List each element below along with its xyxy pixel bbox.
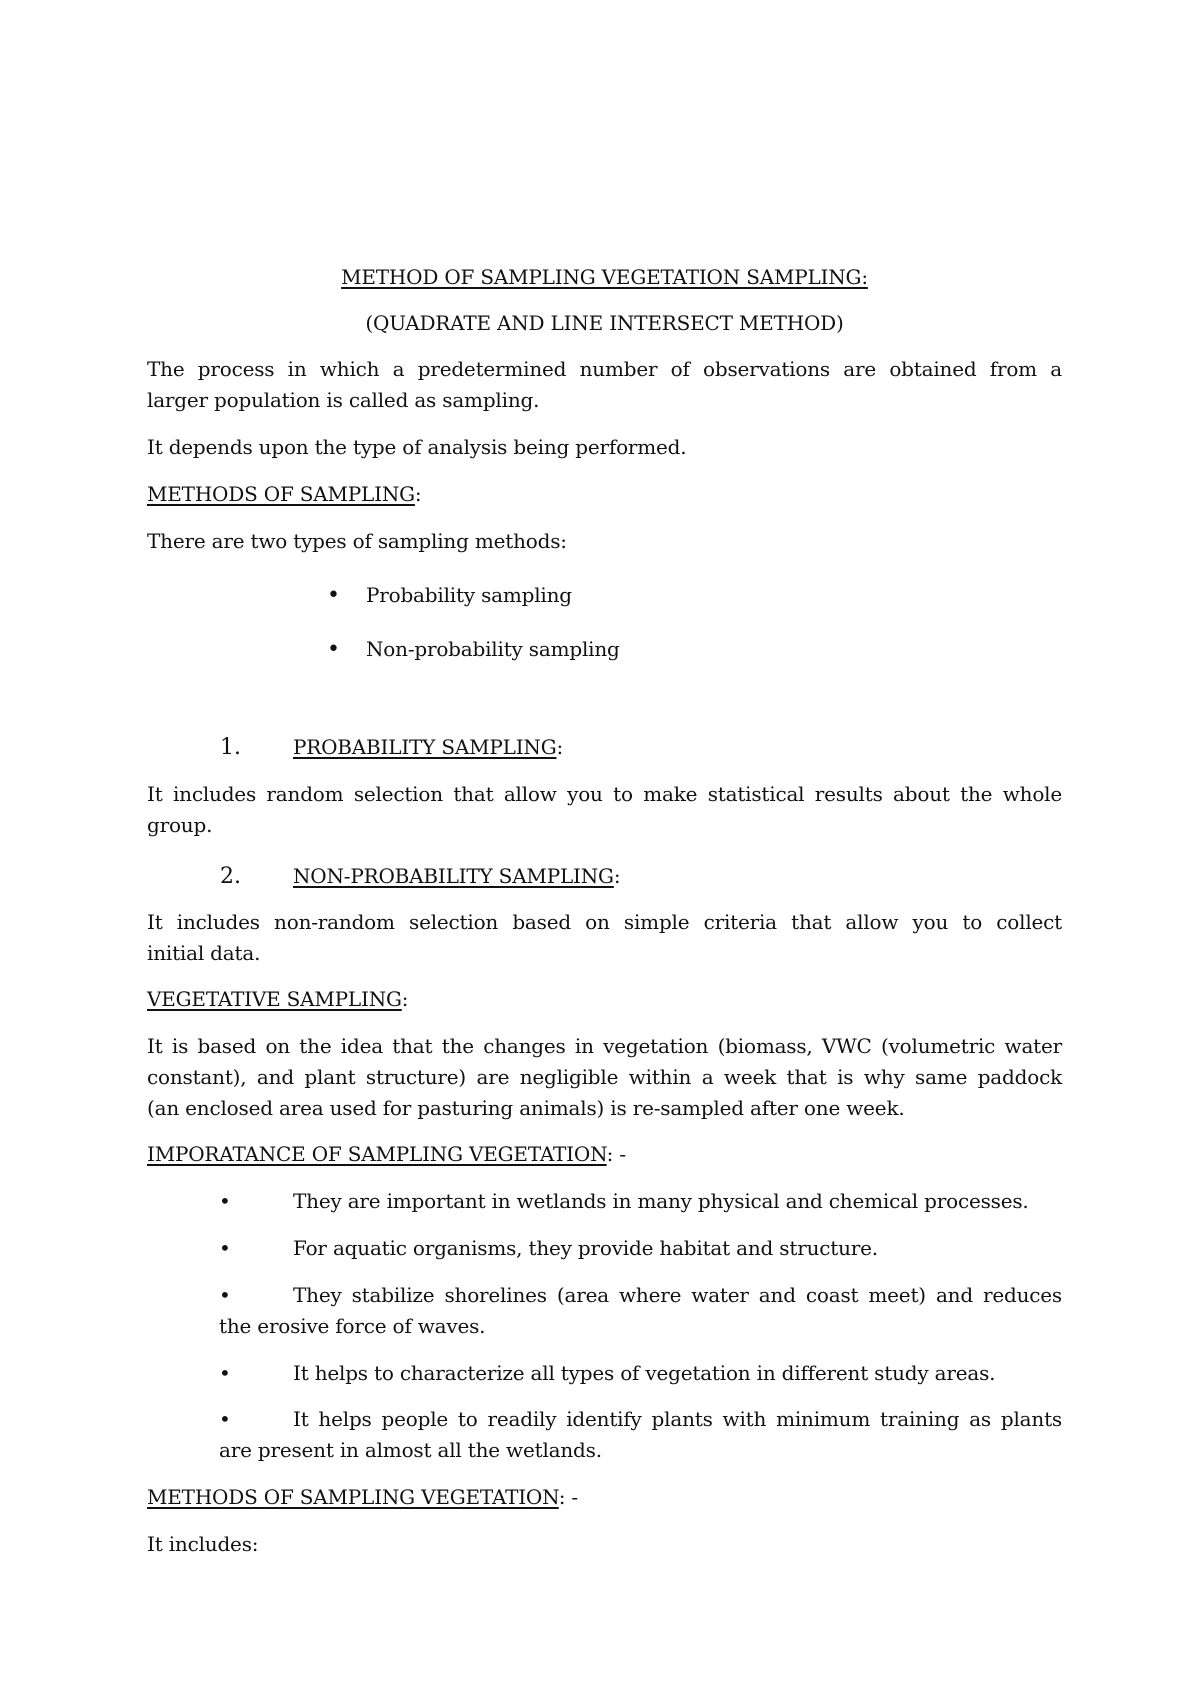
title-text: METHOD OF SAMPLING VEGETATION SAMPLING: (341, 265, 868, 289)
type-item-non-probability: Non-probability sampling (366, 637, 620, 661)
importance-item-4: It helps to characterize all types of vegetation in different study areas. (293, 1361, 996, 1385)
vegetative-heading (147, 984, 1062, 1015)
importance-heading-suffix: : - (606, 1142, 626, 1166)
importance-item-5-line-2: are present in almost all the wetlands. (219, 1438, 602, 1462)
vegetative-heading-suffix: : (401, 987, 409, 1011)
bullet-icon: • (219, 1283, 231, 1307)
type-item-probability: Probability sampling (366, 583, 572, 607)
intro-line-1: The process in which a predetermined number of observations are obtained from a (147, 357, 1062, 381)
methods-heading (147, 479, 1062, 510)
methods-heading-suffix: : (414, 482, 422, 506)
importance-item-1: They are important in wetlands in many physical and chemical processes. (293, 1189, 1029, 1213)
importance-heading (147, 1139, 1062, 1170)
bullet-icon: • (327, 583, 340, 608)
importance-heading-text: IMPORATANCE OF SAMPLING VEGETATION (147, 1142, 607, 1166)
subtitle-text: (QUADRATE AND LINE INTERSECT METHOD) (365, 311, 844, 335)
methods-vegetation-heading-text: METHODS OF SAMPLING VEGETATION (147, 1485, 559, 1509)
bullet-icon: • (219, 1189, 231, 1213)
non-probability-heading-text: NON-PROBABILITY SAMPLING (293, 864, 614, 888)
probability-heading (293, 732, 1200, 763)
probability-line-1: It includes random selection that allow you to make statistical results about the whole (147, 782, 1062, 806)
page-title (147, 262, 1062, 293)
section-number-1: 1. (220, 735, 241, 760)
non-probability-heading (293, 861, 1200, 892)
methods-types-text: There are two types of sampling methods: (147, 529, 567, 553)
methods-vegetation-heading-suffix: : - (558, 1485, 578, 1509)
importance-item-2: For aquatic organisms, they provide habitat and structure. (293, 1236, 878, 1260)
vegetative-line-3: (an enclosed area used for pasturing animals) is re-sampled after one week. (147, 1096, 905, 1120)
section-number-2: 2. (220, 864, 241, 889)
methods-vegetation-heading (147, 1482, 1062, 1513)
page-subtitle (147, 308, 1062, 339)
bullet-icon: • (219, 1236, 231, 1260)
non-probability-heading-suffix: : (613, 864, 621, 888)
bullet-icon: • (327, 637, 340, 662)
probability-heading-text: PROBABILITY SAMPLING (293, 735, 557, 759)
vegetative-line-2: constant), and plant structure) are negligible within a week that is why same paddock (147, 1065, 1062, 1089)
probability-heading-suffix: : (556, 735, 564, 759)
non-probability-line-2: initial data. (147, 941, 261, 965)
methods-heading-text: METHODS OF SAMPLING (147, 482, 415, 506)
intro-line-2: larger population is called as sampling. (147, 388, 540, 412)
bullet-icon: • (219, 1407, 231, 1431)
non-probability-line-1: It includes non-random selection based on simple criteria that allow you to collect (147, 910, 1062, 934)
vegetative-heading-text: VEGETATIVE SAMPLING (147, 987, 402, 1011)
importance-item-3-line-2: the erosive force of waves. (219, 1314, 486, 1338)
probability-line-2: group. (147, 813, 213, 837)
methods-vegetation-includes: It includes: (147, 1532, 259, 1556)
importance-item-3-line-1: They stabilize shorelines (area where water and coast meet) and reduces (293, 1283, 1062, 1307)
vegetative-line-1: It is based on the idea that the changes in vegetation (biomass, VWC (volumetric water (147, 1034, 1062, 1058)
bullet-icon: • (219, 1361, 231, 1385)
intro-depends: It depends upon the type of analysis being performed. (147, 435, 687, 459)
importance-item-5-line-1: It helps people to readily identify plants with minimum training as plants (293, 1407, 1062, 1431)
